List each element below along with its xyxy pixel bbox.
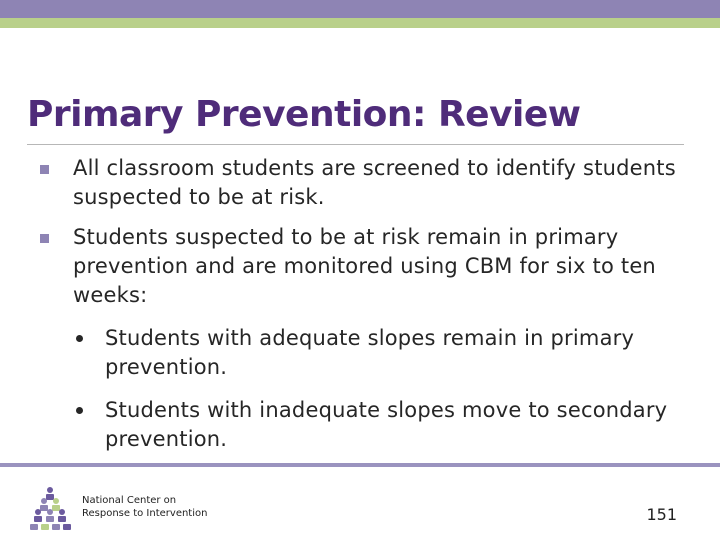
sub-bullet-text: Students with inadequate slopes move to secondary prevention. <box>105 398 668 451</box>
bullet-text: All classroom students are screened to identify students suspected to be at risk. <box>73 156 676 209</box>
slide-title: Primary Prevention: Review <box>27 94 581 135</box>
top-banner-green <box>0 18 720 28</box>
round-bullet-icon <box>76 335 83 342</box>
bullet-item <box>40 223 680 310</box>
slide-body <box>40 154 680 467</box>
bullet-text: Students suspected to be at risk remain in primary prevention and are monitored using CBM for six to ten weeks: <box>73 225 656 307</box>
square-bullet-icon <box>40 165 49 174</box>
bullet-item <box>40 154 680 212</box>
page-number: 151 <box>646 505 677 524</box>
square-bullet-icon <box>40 234 49 243</box>
sub-bullet-text: Students with adequate slopes remain in primary prevention. <box>105 326 635 379</box>
org-line-2: Response to Intervention <box>82 508 208 519</box>
top-banner-purple <box>0 0 720 18</box>
round-bullet-icon <box>76 407 83 414</box>
sub-bullet-item <box>40 396 680 454</box>
footer-divider <box>0 463 720 467</box>
title-divider <box>27 144 684 145</box>
people-pyramid-icon <box>28 486 78 530</box>
org-line-1: National Center on <box>82 495 177 506</box>
organization-name <box>82 494 207 520</box>
sub-bullet-item <box>40 324 680 382</box>
